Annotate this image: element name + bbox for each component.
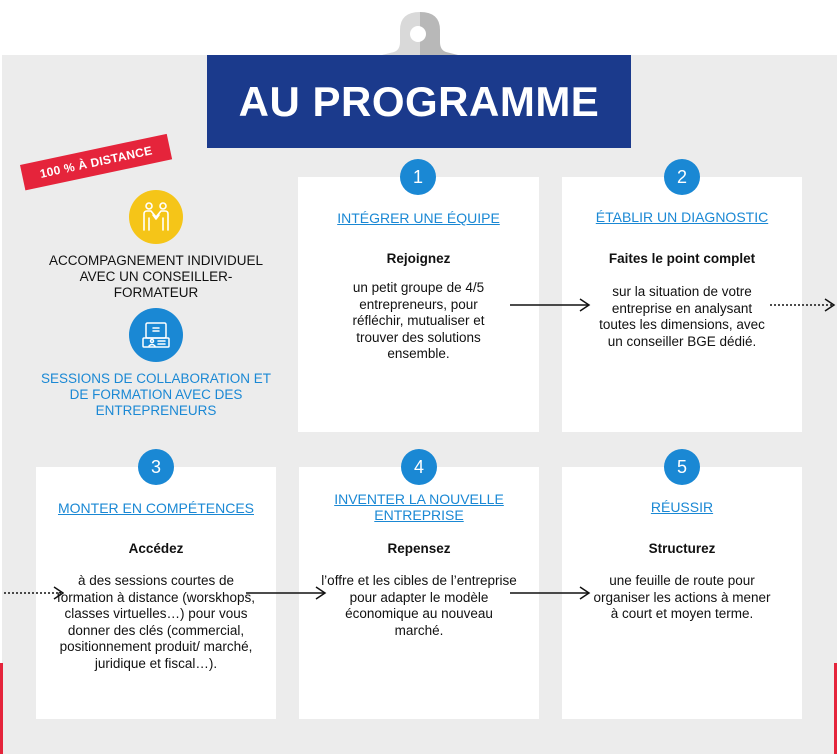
step-number-badge: 2 [664,159,700,195]
step-number-badge: 3 [138,449,174,485]
online-training-icon [129,308,183,362]
step-title[interactable]: RÉUSSIR [650,499,714,515]
step-title[interactable]: INVENTER LA NOUVELLE ENTREPRISE [334,491,504,523]
page-title: AU PROGRAMME [238,77,600,125]
handshake-icon [129,190,183,244]
arrow-right-icon [510,585,592,601]
step-lead: Faites le point complet [608,251,756,266]
arrow-right-icon [510,297,592,313]
step-lead: Structurez [648,541,716,556]
step-body: à des sessions courtes de formation à distance (worskhops, classes virtuelles…) pour vous donner des clés (commercial, positionnement produit/ marché, juridique et fiscal…). [56,573,256,671]
step-lead: Rejoignez [386,251,451,266]
distance-badge-label: 100 % À DISTANCE [38,143,154,181]
step-number-badge: 5 [664,449,700,485]
step-lead: Repensez [387,541,451,556]
title-banner [207,55,631,148]
step-number-badge: 4 [401,449,437,485]
arrow-right-icon [246,585,328,601]
step-body: sur la situation de votre entreprise en analysant toutes les dimensions, avec un conseiller BGE dédié. [599,284,765,349]
arrow-dotted-right-icon [4,585,64,601]
step-body: un petit groupe de 4/5 entrepreneurs, pour réfléchir, mutualiser et trouver des solutions ensemble. [352,280,485,361]
step-card-3 [36,467,276,719]
feature-label-collaboration: SESSIONS DE COLLABORATION ET DE FORMATION AVEC DES ENTREPRENEURS [40,371,272,418]
decorative-strip-left [0,663,3,754]
step-title[interactable]: MONTER EN COMPÉTENCES [57,500,254,516]
step-card-1 [298,177,539,432]
step-body: l’offre et les cibles de l’entreprise pour adapter le modèle économique au nouveau marché. [321,573,517,638]
step-card-5 [562,467,802,719]
arrow-dotted-right-icon [770,297,836,313]
step-card-4 [299,467,539,719]
step-title[interactable]: ÉTABLIR UN DIAGNOSTIC [595,209,769,225]
step-body: une feuille de route pour organiser les actions à mener à court et moyen terme. [593,573,771,621]
step-title[interactable]: INTÉGRER UNE ÉQUIPE [337,210,500,226]
step-lead: Accédez [128,541,184,556]
step-number-badge: 1 [400,159,436,195]
step-card-2 [562,177,802,432]
feature-label-individual: ACCOMPAGNEMENT INDIVIDUEL AVEC UN CONSEILLER-FORMATEUR [48,253,264,300]
